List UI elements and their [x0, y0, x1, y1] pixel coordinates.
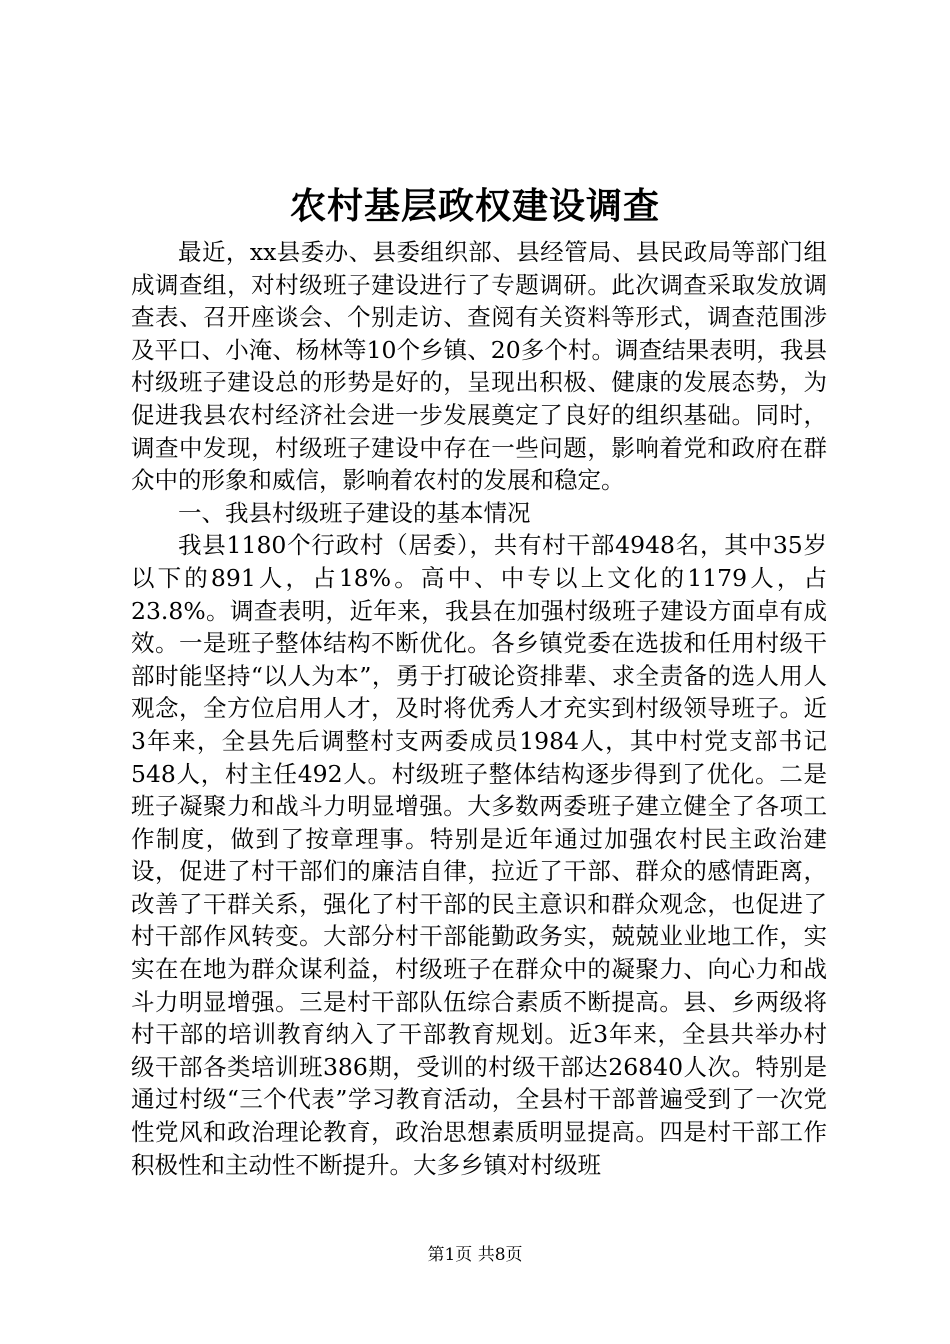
document-title: 农村基层政权建设调查	[289, 185, 660, 227]
paragraph-intro: 最近，xx县委办、县委组织部、县经管局、县民政局等部门组成调查组，对村级班子建设进行了专题调研。此次调查采取发放调查表、召开座谈会、个别走访、查阅有关资料等形式，调查范围涉及平口、小淹、杨林等10个乡镇、20多个村。调查结果表明，我县村级班子建设总的形势是好的，呈现出积极、健康的发展态势，为促进我县农村经济社会进一步发展奠定了良好的组织基础。同时，调查中发现，村级班子建设中存在一些问题，影响着党和政府在群众中的形象和威信，影响着农村的发展和稳定。	[131, 238, 827, 495]
paragraph-basic-situation: 我县1180个行政村（居委），共有村干部4948名，其中35岁以下的891人，占18%。高中、中专以上文化的1179人，占23.8%。调查表明，近年来，我县在加强村级班子建设方面卓有成效。一是班子整体结构不断优化。各乡镇党委在选拔和任用村级干部时能坚持“以人为本”，勇于打破论资排辈、求全责备的选人用人观念，全方位启用人才，及时将优秀人才充实到村级领导班子。近3年来，全县先后调整村支两委成员1984人，其中村党支部书记548人，村主任492人。村级班子整体结构逐步得到了优化。二是班子凝聚力和战斗力明显增强。大多数两委班子建立健全了各项工作制度，做到了按章理事。特别是近年通过加强农村民主政治建设，促进了村干部们的廉洁自律，拉近了干部、群众的感情距离，改善了干群关系，强化了村干部的民主意识和群众观念，也促进了村干部作风转变。大部分村干部能勤政务实，兢兢业业地工作，实实在在地为群众谋利益，村级班子在群众中的凝聚力、向心力和战斗力明显增强。三是村干部队伍综合素质不断提高。县、乡两级将村干部的培训教育纳入了干部教育规划。近3年来，全县共举办村级干部各类培训班386期，受训的村级干部达26840人次。特别是通过村级“三个代表”学习教育活动，全县村干部普遍受到了一次党性党风和政治理论教育，政治思想素质明显提高。四是村干部工作积极性和主动性不断提升。大多乡镇对村级班	[131, 531, 827, 1179]
page-footer: 第1页 共8页	[427, 1245, 523, 1265]
section-heading-1: 一、我县村级班子建设的基本情况	[178, 498, 531, 527]
document-body	[131, 236, 827, 1181]
